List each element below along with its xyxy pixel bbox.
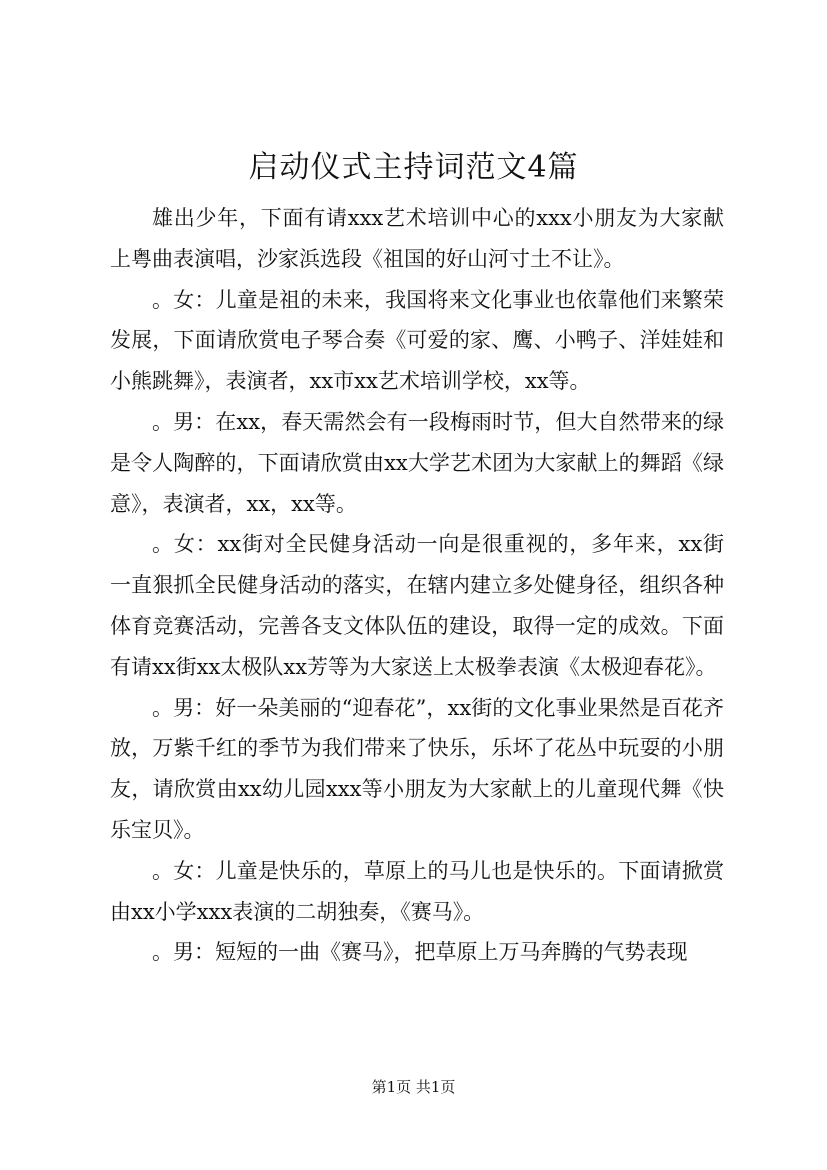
paragraph: 。女：儿童是祖的未来，我国将来文化事业也依靠他们来繁荣发展，下面请欣赏电子琴合奏《可爱的家、鹰、小鸭子、洋娃娃和小熊跳舞》，表演者，xx市xx艺术培训学校，xx等。 (110, 287, 724, 394)
document-body (110, 198, 724, 973)
paragraph: 。男：好一朵美丽的“迎春花”，xx街的文化事业果然是百花齐放，万紫千红的季节为我们带来了快乐，乐坏了花丛中玩耍的小朋友，请欣赏由xx幼儿园xxx等小朋友为大家献上的儿童现代舞《快乐宝贝》。 (110, 695, 724, 842)
paragraph: 。女：xx街对全民健身活动一向是很重视的，多年来，xx街一直狠抓全民健身活动的落实，在辖内建立多处健身径，组织各种体育竞赛活动，完善各支文体队伍的建设，取得一定的成效。下面有请xx街xx太极队xx芳等为大家送上太极拳表演《太极迎春花》。 (110, 532, 724, 679)
paragraph: 雄出少年，下面有请xxx艺术培训中心的xxx小朋友为大家献上粤曲表演唱，沙家浜选段《祖国的好山河寸土不让》。 (110, 206, 724, 271)
paragraph: 。女：儿童是快乐的，草原上的马儿也是快乐的。下面请掀赏由xx小学xxx表演的二胡独奏，《赛马》。 (110, 858, 724, 924)
paragraph: 。男：在xx，春天需然会有一段梅雨时节，但大自然带来的绿是令人陶醉的，下面请欣赏由xx大学艺术团为大家献上的舞蹈《绿意》，表演者，xx，xx等。 (110, 409, 724, 516)
paragraph: 。男：短短的一曲《赛马》，把草原上万马奔腾的气势表现 (152, 940, 688, 965)
document-title: 启动仪式主持词范文4篇 (248, 150, 579, 185)
page-footer: 第1页 共1页 (371, 1078, 456, 1096)
